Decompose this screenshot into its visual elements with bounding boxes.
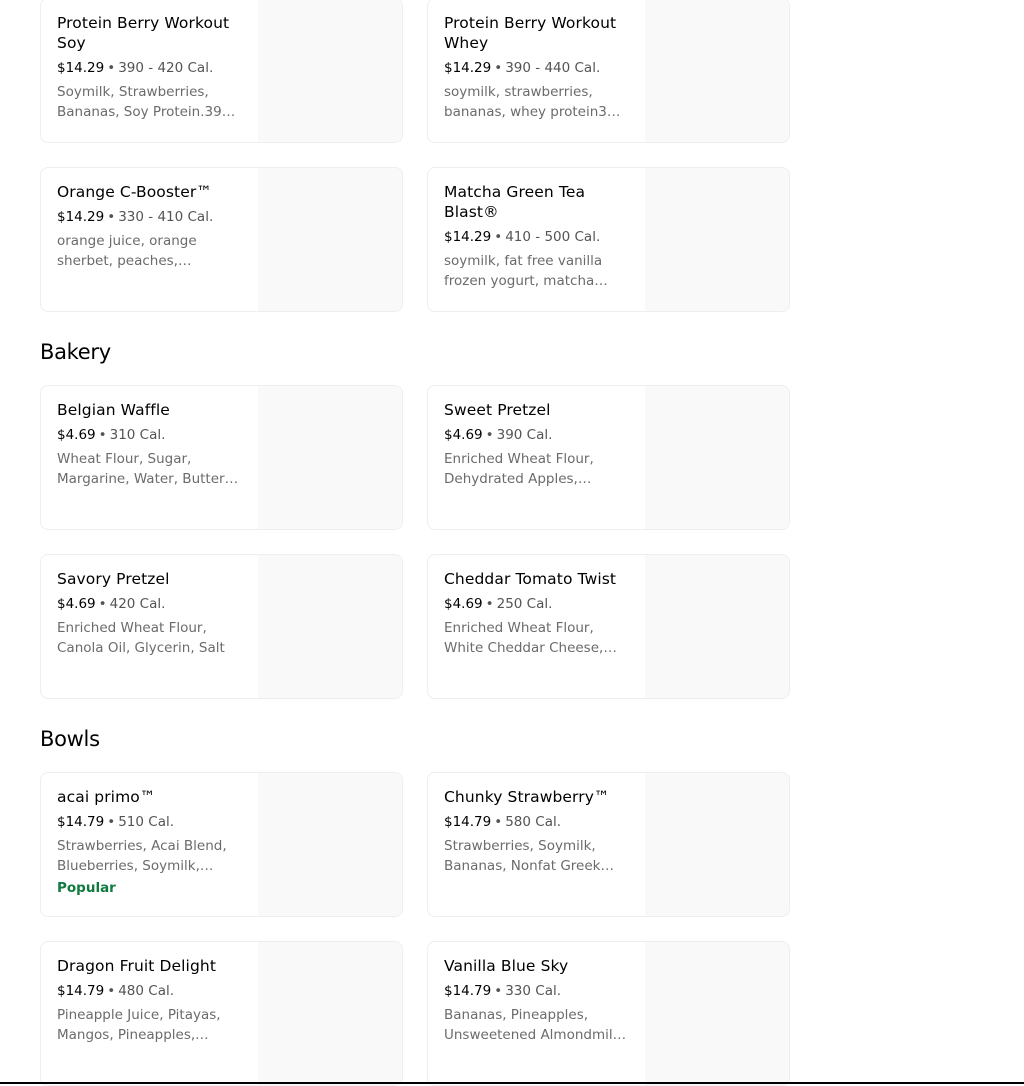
item-meta — [57, 207, 241, 227]
menu-item-card[interactable] — [427, 554, 790, 699]
menu-grid — [40, 385, 790, 699]
item-calories: 390 - 440 Cal. — [505, 60, 601, 76]
item-price: $14.29 — [57, 209, 105, 225]
item-image-placeholder — [645, 555, 789, 698]
item-price: $14.79 — [444, 983, 492, 999]
item-calories: 250 Cal. — [496, 596, 553, 612]
item-price: $14.29 — [444, 229, 492, 245]
item-price: $4.69 — [444, 596, 483, 612]
menu-item-card[interactable] — [427, 941, 790, 1086]
menu-item-card[interactable] — [427, 772, 790, 917]
item-name: Protein Berry Workout Whey — [444, 14, 617, 52]
item-image-placeholder — [258, 0, 402, 142]
item-name: Savory Pretzel — [57, 570, 170, 588]
item-description: Bananas, Pineapples, Unsweetened Almondmilk, — [444, 1007, 625, 1043]
menu-item-info — [57, 569, 241, 658]
menu-item-info — [57, 182, 241, 271]
meta-separator: • — [494, 814, 503, 830]
item-description: orange juice, orange sherbet, peaches, — [57, 233, 197, 269]
menu-item-info — [444, 400, 628, 489]
item-description: Enriched Wheat Flour, Canola Oil, Glycerin, Salt — [57, 620, 225, 656]
item-description: Soymilk, Strawberries, Bananas, Soy Protein.390 - — [57, 84, 240, 120]
menu-item-card[interactable] — [40, 385, 403, 530]
item-calories: 420 Cal. — [109, 596, 166, 612]
menu-item-info — [444, 569, 628, 658]
menu-grid — [40, 772, 790, 1086]
meta-separator: • — [494, 229, 503, 245]
item-image-placeholder — [258, 555, 402, 698]
item-price: $4.69 — [57, 427, 96, 443]
item-description: Wheat Flour, Sugar, Margarine, Water, Butter, — [57, 451, 229, 487]
item-meta — [444, 594, 628, 614]
item-description: Pineapple Juice, Pitayas, Mangos, Pineapples, — [57, 1007, 221, 1043]
item-image-placeholder — [258, 942, 402, 1085]
item-name: Chunky Strawberry™ — [444, 788, 610, 806]
item-meta — [57, 594, 241, 614]
item-calories: 330 - 410 Cal. — [118, 209, 214, 225]
menu-content — [40, 0, 790, 1086]
item-price: $4.69 — [444, 427, 483, 443]
menu-item-card[interactable] — [427, 0, 790, 143]
menu-item-info — [444, 182, 628, 291]
item-calories: 310 Cal. — [109, 427, 166, 443]
item-calories: 480 Cal. — [118, 983, 175, 999]
item-name: Matcha Green Tea Blast® — [444, 183, 586, 221]
item-name: Sweet Pretzel — [444, 401, 551, 419]
item-calories: 410 - 500 Cal. — [505, 229, 601, 245]
item-description: Strawberries, Acai Blend, Blueberries, Soymilk, — [57, 838, 227, 874]
item-price: $14.79 — [57, 814, 105, 830]
item-meta — [57, 981, 241, 1001]
item-calories: 580 Cal. — [505, 814, 562, 830]
item-meta — [444, 425, 628, 445]
menu-item-info — [57, 400, 241, 489]
menu-item-info — [57, 13, 241, 122]
section-title-bowls: Bowls — [40, 727, 100, 751]
item-image-placeholder — [645, 386, 789, 529]
item-name: Vanilla Blue Sky — [444, 957, 569, 975]
meta-separator: • — [107, 209, 116, 225]
item-description: Strawberries, Soymilk, Bananas, Nonfat Greek — [444, 838, 601, 874]
menu-item-card[interactable] — [427, 385, 790, 530]
menu-item-card[interactable] — [427, 167, 790, 312]
item-calories: 390 - 420 Cal. — [118, 60, 214, 76]
menu-item-card[interactable] — [40, 554, 403, 699]
item-name: Protein Berry Workout Soy — [57, 14, 230, 52]
popular-badge: Popular — [57, 880, 116, 896]
item-calories: 330 Cal. — [505, 983, 562, 999]
item-calories: 390 Cal. — [496, 427, 553, 443]
item-description: soymilk, fat free vanilla frozen yogurt, matcha — [444, 253, 603, 289]
menu-item-info — [444, 956, 628, 1045]
meta-separator: • — [494, 60, 503, 76]
item-price: $14.29 — [444, 60, 492, 76]
item-name: acai primo™ — [57, 788, 156, 806]
menu-item-info — [57, 956, 241, 1045]
item-meta — [444, 58, 628, 78]
meta-separator: • — [98, 427, 107, 443]
item-calories: 510 Cal. — [118, 814, 175, 830]
item-meta — [444, 981, 628, 1001]
menu-grid — [40, 0, 790, 312]
item-description: Enriched Wheat Flour, White Cheddar Cheese, — [444, 620, 604, 656]
menu-item-card[interactable] — [40, 772, 403, 917]
item-meta — [57, 425, 241, 445]
meta-separator: • — [98, 596, 107, 612]
item-meta — [444, 227, 628, 247]
menu-item-card[interactable] — [40, 0, 403, 143]
item-description: Enriched Wheat Flour, Dehydrated Apples, — [444, 451, 594, 487]
menu-item-info — [444, 787, 628, 876]
item-description: soymilk, strawberries, bananas, whey protein390 — [444, 84, 625, 120]
item-price: $4.69 — [57, 596, 96, 612]
meta-separator: • — [107, 814, 116, 830]
item-name: Dragon Fruit Delight — [57, 957, 216, 975]
menu-item-info — [444, 13, 628, 122]
item-price: $14.29 — [57, 60, 105, 76]
item-price: $14.79 — [444, 814, 492, 830]
meta-separator: • — [107, 60, 116, 76]
meta-separator: • — [494, 983, 503, 999]
item-image-placeholder — [258, 168, 402, 311]
item-name: Belgian Waffle — [57, 401, 170, 419]
menu-item-card[interactable] — [40, 941, 403, 1086]
menu-item-card[interactable] — [40, 167, 403, 312]
item-image-placeholder — [645, 942, 789, 1085]
item-meta — [57, 58, 241, 78]
section-title-bakery: Bakery — [40, 340, 111, 364]
meta-separator: • — [485, 427, 494, 443]
meta-separator: • — [485, 596, 494, 612]
item-image-placeholder — [645, 773, 789, 916]
item-meta — [57, 812, 241, 832]
item-image-placeholder — [645, 0, 789, 142]
item-image-placeholder — [645, 168, 789, 311]
item-meta — [444, 812, 628, 832]
item-price: $14.79 — [57, 983, 105, 999]
menu-item-info — [57, 787, 241, 898]
item-image-placeholder — [258, 386, 402, 529]
item-image-placeholder — [258, 773, 402, 916]
item-name: Cheddar Tomato Twist — [444, 570, 617, 588]
item-name: Orange C-Booster™ — [57, 183, 212, 201]
meta-separator: • — [107, 983, 116, 999]
